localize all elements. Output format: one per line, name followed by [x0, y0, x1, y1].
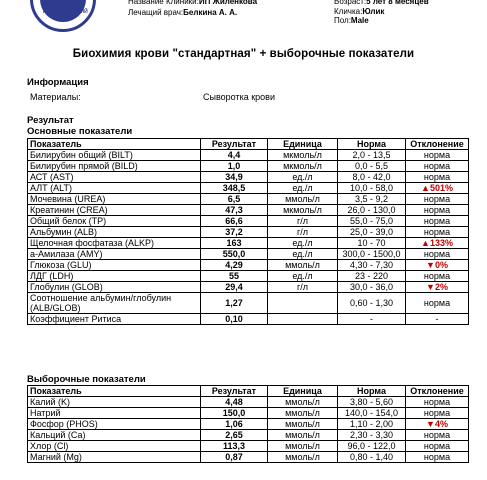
- cell-result: 150,0: [201, 408, 268, 419]
- age-value: 5 лет 8 месяцев: [366, 0, 429, 6]
- extra-heading: Выборочные показатели: [27, 374, 146, 385]
- cell-result: 0,10: [201, 314, 268, 325]
- cell-deviation: ▼0%: [406, 260, 469, 271]
- age-line: [334, 0, 429, 7]
- table-row: [28, 397, 469, 408]
- table-row: [28, 150, 469, 161]
- nick-value: Юлик: [362, 7, 385, 16]
- cell-name: Хлор (Cl): [28, 441, 201, 452]
- table-row: [28, 227, 469, 238]
- cell-name: ЛДГ (LDH): [28, 271, 201, 282]
- cell-deviation: норма: [406, 452, 469, 463]
- cell-unit: мкмоль/л: [268, 150, 338, 161]
- cell-name: Кальций (Са): [28, 430, 201, 441]
- info-heading: Информация: [27, 77, 89, 88]
- cell-deviation: -: [406, 314, 469, 325]
- age-label: Возраст:: [334, 0, 367, 6]
- cell-norm: 300,0 - 1500,0: [338, 249, 406, 260]
- cell-deviation: норма: [406, 397, 469, 408]
- table-header-row: [28, 386, 469, 397]
- cell-name: Фосфор (PHOS): [28, 419, 201, 430]
- cell-deviation: ▲133%: [406, 238, 469, 249]
- cell-name: АСТ (AST): [28, 172, 201, 183]
- cell-deviation: норма: [406, 150, 469, 161]
- cell-deviation: норма: [406, 293, 469, 314]
- cell-unit: ммоль/л: [268, 430, 338, 441]
- cell-result: 1,0: [201, 161, 268, 172]
- cell-unit: ед./л: [268, 183, 338, 194]
- doctor-line: [128, 8, 237, 18]
- cell-norm: 0,80 - 1,40: [338, 452, 406, 463]
- table-row: [28, 216, 469, 227]
- table-row: [28, 452, 469, 463]
- cell-result: 6,5: [201, 194, 268, 205]
- col-header-unit: Единица: [268, 386, 338, 397]
- cell-name: Соотношение альбумин/глобулин (ALB/GLOB): [28, 293, 201, 314]
- cell-norm: 10 - 70: [338, 238, 406, 249]
- cell-unit: ммоль/л: [268, 419, 338, 430]
- cell-result: 0,87: [201, 452, 268, 463]
- cell-norm: -: [338, 314, 406, 325]
- col-header-norm: Норма: [338, 139, 406, 150]
- cell-deviation: норма: [406, 227, 469, 238]
- main-heading: Основные показатели: [27, 126, 133, 137]
- cell-unit: ммоль/л: [268, 452, 338, 463]
- cell-unit: мкмоль/л: [268, 161, 338, 172]
- table-row: [28, 430, 469, 441]
- clinic-line: [128, 0, 257, 7]
- cell-deviation: ▼2%: [406, 282, 469, 293]
- cell-norm: 96,0 - 122,0: [338, 441, 406, 452]
- table-row: [28, 172, 469, 183]
- col-header-norm: Норма: [338, 386, 406, 397]
- cell-deviation: норма: [406, 271, 469, 282]
- cell-norm: 30,0 - 36,0: [338, 282, 406, 293]
- col-header-unit: Единица: [268, 139, 338, 150]
- logo-text: Н.Б.ВИТРОВСКИЙ: [43, 9, 88, 15]
- cell-result: 4,29: [201, 260, 268, 271]
- materials-label: Материалы:: [30, 92, 81, 102]
- table-row: [28, 419, 469, 430]
- materials-value: Сыворотка крови: [203, 92, 275, 102]
- table-row: [28, 205, 469, 216]
- sex-label: Пол:: [334, 16, 351, 25]
- cell-unit: г/л: [268, 216, 338, 227]
- cell-unit: ммоль/л: [268, 194, 338, 205]
- cell-unit: г/л: [268, 282, 338, 293]
- cell-norm: 10,0 - 58,0: [338, 183, 406, 194]
- col-header-name: Показатель: [28, 139, 201, 150]
- cell-unit: ммоль/л: [268, 397, 338, 408]
- cell-name: Билирубин общий (BILT): [28, 150, 201, 161]
- cell-norm: 1,10 - 2,00: [338, 419, 406, 430]
- cell-name: Мочевина (UREA): [28, 194, 201, 205]
- table-row: [28, 194, 469, 205]
- cell-name: Креатинин (CREA): [28, 205, 201, 216]
- cell-result: 34,9: [201, 172, 268, 183]
- page-title: Биохимия крови "стандартная" + выборочные показатели: [72, 48, 415, 60]
- cell-norm: 4,30 - 7,30: [338, 260, 406, 271]
- cell-norm: 2,0 - 13,5: [338, 150, 406, 161]
- cell-name: Натрий: [28, 408, 201, 419]
- cell-deviation: норма: [406, 408, 469, 419]
- table-row: [28, 238, 469, 249]
- doctor-value: Белкина А. А.: [183, 8, 238, 17]
- result-heading: Результат: [27, 115, 74, 126]
- table-row: [28, 408, 469, 419]
- table-row: [28, 249, 469, 260]
- cell-norm: 25,0 - 39,0: [338, 227, 406, 238]
- cell-unit: ммоль/л: [268, 441, 338, 452]
- cell-unit: ед./л: [268, 249, 338, 260]
- cell-result: 113,3: [201, 441, 268, 452]
- cell-name: АЛТ (ALT): [28, 183, 201, 194]
- cell-result: 4,48: [201, 397, 268, 408]
- cell-name: Калий (K): [28, 397, 201, 408]
- cell-deviation: ▼4%: [406, 419, 469, 430]
- cell-result: 4,4: [201, 150, 268, 161]
- cell-deviation: норма: [406, 194, 469, 205]
- col-header-result: Результат: [201, 386, 268, 397]
- cell-norm: 0,60 - 1,30: [338, 293, 406, 314]
- clinic-label: Название Клиники:: [128, 0, 199, 6]
- col-header-name: Показатель: [28, 386, 201, 397]
- clinic-logo: [30, 0, 96, 32]
- cell-result: 47,3: [201, 205, 268, 216]
- col-header-deviation: Отклонение: [406, 386, 469, 397]
- cell-name: Общий белок (TP): [28, 216, 201, 227]
- cell-unit: ммоль/л: [268, 408, 338, 419]
- cell-unit: ед./л: [268, 172, 338, 183]
- cell-norm: 8,0 - 42,0: [338, 172, 406, 183]
- cell-result: 55: [201, 271, 268, 282]
- col-header-result: Результат: [201, 139, 268, 150]
- cell-name: Билирубин прямой (BILD): [28, 161, 201, 172]
- cell-result: 1,06: [201, 419, 268, 430]
- sex-line: [334, 16, 369, 26]
- cell-norm: 55,0 - 75,0: [338, 216, 406, 227]
- cell-result: 66,6: [201, 216, 268, 227]
- cell-unit: ед./л: [268, 238, 338, 249]
- cell-deviation: ▲501%: [406, 183, 469, 194]
- cell-result: 29,4: [201, 282, 268, 293]
- table-row: [28, 282, 469, 293]
- cell-deviation: норма: [406, 249, 469, 260]
- cell-unit: [268, 293, 338, 314]
- cell-name: Коэффициент Ритиса: [28, 314, 201, 325]
- cell-unit: мкмоль/л: [268, 205, 338, 216]
- cell-unit: ед./л: [268, 271, 338, 282]
- cell-norm: 0,0 - 5,5: [338, 161, 406, 172]
- cell-result: 2,65: [201, 430, 268, 441]
- cell-result: 1,27: [201, 293, 268, 314]
- col-header-deviation: Отклонение: [406, 139, 469, 150]
- extra-results-table: [27, 385, 469, 463]
- cell-name: Магний (Mg): [28, 452, 201, 463]
- cell-norm: 3,80 - 5,60: [338, 397, 406, 408]
- cell-result: 550,0: [201, 249, 268, 260]
- cell-deviation: норма: [406, 172, 469, 183]
- cell-result: 348,5: [201, 183, 268, 194]
- doctor-label: Лечащий врач:: [128, 8, 184, 17]
- cell-norm: 2,30 - 3,30: [338, 430, 406, 441]
- cell-deviation: норма: [406, 430, 469, 441]
- cell-deviation: норма: [406, 441, 469, 452]
- cell-name: а-Амилаза (AMY): [28, 249, 201, 260]
- cell-result: 163: [201, 238, 268, 249]
- cell-unit: ммоль/л: [268, 260, 338, 271]
- table-row: [28, 441, 469, 452]
- cell-name: Альбумин (ALB): [28, 227, 201, 238]
- cell-unit: [268, 314, 338, 325]
- nick-label: Кличка:: [334, 7, 363, 16]
- table-row: [28, 161, 469, 172]
- clinic-value: ИП Жиленкова: [198, 0, 258, 6]
- cell-deviation: норма: [406, 161, 469, 172]
- cell-norm: 3,5 - 9,2: [338, 194, 406, 205]
- cell-name: Щелочная фосфатаза (ALKP): [28, 238, 201, 249]
- cell-norm: 140,0 - 154,0: [338, 408, 406, 419]
- cell-norm: 26,0 - 130,0: [338, 205, 406, 216]
- cell-norm: 23 - 220: [338, 271, 406, 282]
- sex-value: Male: [350, 16, 369, 25]
- cell-deviation: норма: [406, 216, 469, 227]
- table-row: [28, 260, 469, 271]
- table-header-row: [28, 139, 469, 150]
- main-results-table: [27, 138, 469, 325]
- table-row: [28, 293, 469, 314]
- cell-result: 37,2: [201, 227, 268, 238]
- table-row: [28, 314, 469, 325]
- table-row: [28, 183, 469, 194]
- cell-name: Глобулин (GLOB): [28, 282, 201, 293]
- cell-name: Глюкоза (GLU): [28, 260, 201, 271]
- cell-unit: г/л: [268, 227, 338, 238]
- cell-deviation: норма: [406, 205, 469, 216]
- table-row: [28, 271, 469, 282]
